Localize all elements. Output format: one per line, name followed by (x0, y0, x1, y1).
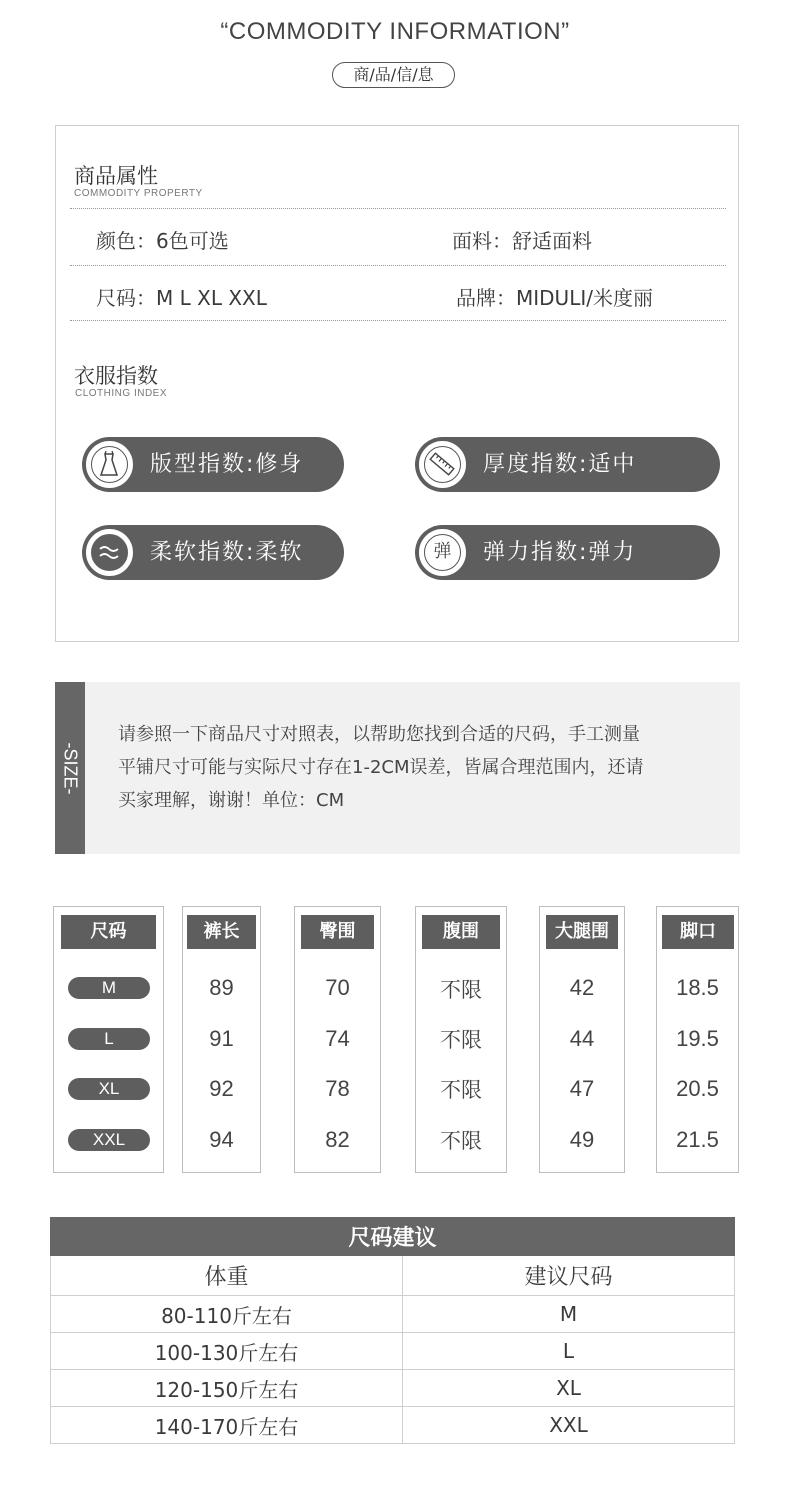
length-cell: 89 (209, 975, 234, 1000)
divider (70, 320, 726, 321)
size-cell: XXL (403, 1407, 735, 1444)
waist-cell: 不限 (440, 978, 482, 1002)
thigh-header: 大腿围 (546, 915, 618, 949)
table-row (51, 1296, 735, 1333)
size-tag: XL (68, 1078, 150, 1100)
dress-icon (84, 439, 135, 490)
size-note-line: 买家理解，谢谢！单位：CM (118, 790, 345, 811)
table-row (51, 1333, 735, 1370)
divider (70, 265, 726, 266)
length-cell: 91 (209, 1026, 234, 1051)
size-note-line: 请参照一下商品尺寸对照表，以帮助您找到合适的尺码，手工测量 (118, 724, 640, 745)
clothing-index-title: 衣服指数 (74, 364, 158, 388)
size-tag: XXL (68, 1129, 150, 1151)
recommendation-title: 尺码建议 (51, 1218, 735, 1256)
size-cell: L (403, 1333, 735, 1370)
weight-cell: 80-110斤左右 (51, 1296, 403, 1333)
index-label-softness: 柔软指数:柔软 (150, 540, 304, 565)
length-cell: 92 (209, 1076, 234, 1101)
thigh-cell: 49 (569, 1127, 595, 1152)
waist-column (415, 906, 507, 1173)
attr-brand: 品牌：MIDULI/米度丽 (456, 286, 653, 310)
length-header: 裤长 (187, 915, 256, 949)
hip-cell: 74 (325, 1026, 350, 1051)
elastic-icon: 弹 (417, 527, 468, 578)
table-row (51, 1407, 735, 1444)
attr-size: 尺码：M L XL XXL (96, 286, 267, 310)
waist-cell: 不限 (440, 1129, 482, 1153)
thigh-cell: 44 (569, 1026, 595, 1051)
index-pill-elasticity (415, 525, 720, 580)
index-label-elasticity: 弹力指数:弹力 (483, 540, 637, 565)
thigh-cell: 47 (569, 1076, 595, 1101)
waist-header: 腹围 (422, 915, 500, 949)
index-label-fit: 版型指数:修身 (150, 452, 304, 477)
property-title: 商品属性 (74, 164, 158, 188)
hem-header: 脚口 (662, 915, 734, 949)
size-tag: L (68, 1028, 150, 1050)
wave-icon (84, 527, 135, 578)
ruler-icon (417, 439, 468, 490)
index-pill-thickness (415, 437, 720, 492)
size-recommendation-table (50, 1217, 735, 1444)
attr-color: 颜色：6色可选 (96, 229, 229, 253)
size-cell: XL (403, 1370, 735, 1407)
col-size-header: 建议尺码 (403, 1256, 735, 1296)
length-cell: 94 (209, 1127, 234, 1152)
size-header: 尺码 (61, 915, 156, 949)
hem-cell: 19.5 (676, 1026, 719, 1051)
hem-cell: 21.5 (676, 1127, 719, 1152)
page-title-cn: 商/品/信/息 (332, 62, 455, 88)
waist-cell: 不限 (440, 1028, 482, 1052)
table-row (51, 1370, 735, 1407)
size-note-line: 平铺尺寸可能与实际尺寸存在1-2CM误差，皆属合理范围内，还请 (118, 757, 644, 778)
hem-column (656, 906, 739, 1173)
index-pill-softness (82, 525, 344, 580)
col-weight-header: 体重 (51, 1256, 403, 1296)
weight-cell: 120-150斤左右 (51, 1370, 403, 1407)
size-tag: M (68, 977, 150, 999)
property-subtitle: COMMODITY PROPERTY (74, 188, 203, 199)
table-subheader-row (51, 1256, 735, 1296)
hip-cell: 78 (325, 1076, 350, 1101)
index-pill-fit (82, 437, 344, 492)
hip-cell: 82 (325, 1127, 350, 1152)
size-cell: M (403, 1296, 735, 1333)
page-title-en: “COMMODITY INFORMATION” (220, 18, 570, 45)
weight-cell: 100-130斤左右 (51, 1333, 403, 1370)
index-label-thickness: 厚度指数:适中 (483, 452, 637, 477)
thigh-column (539, 906, 625, 1173)
size-column (53, 906, 164, 1173)
hem-cell: 18.5 (676, 975, 719, 1000)
waist-cell: 不限 (440, 1078, 482, 1102)
size-vertical-label: -SIZE- (60, 742, 81, 794)
divider (70, 208, 726, 209)
clothing-index-subtitle: CLOTHING INDEX (75, 388, 168, 399)
hip-column (294, 906, 381, 1173)
hem-cell: 20.5 (676, 1076, 719, 1101)
hip-cell: 70 (325, 975, 350, 1000)
attr-fabric: 面料：舒适面料 (452, 229, 592, 253)
length-column (182, 906, 261, 1173)
table-header-row (51, 1218, 735, 1256)
size-note-text (118, 718, 718, 817)
hip-header: 臀围 (301, 915, 374, 949)
weight-cell: 140-170斤左右 (51, 1407, 403, 1444)
thigh-cell: 42 (569, 975, 595, 1000)
